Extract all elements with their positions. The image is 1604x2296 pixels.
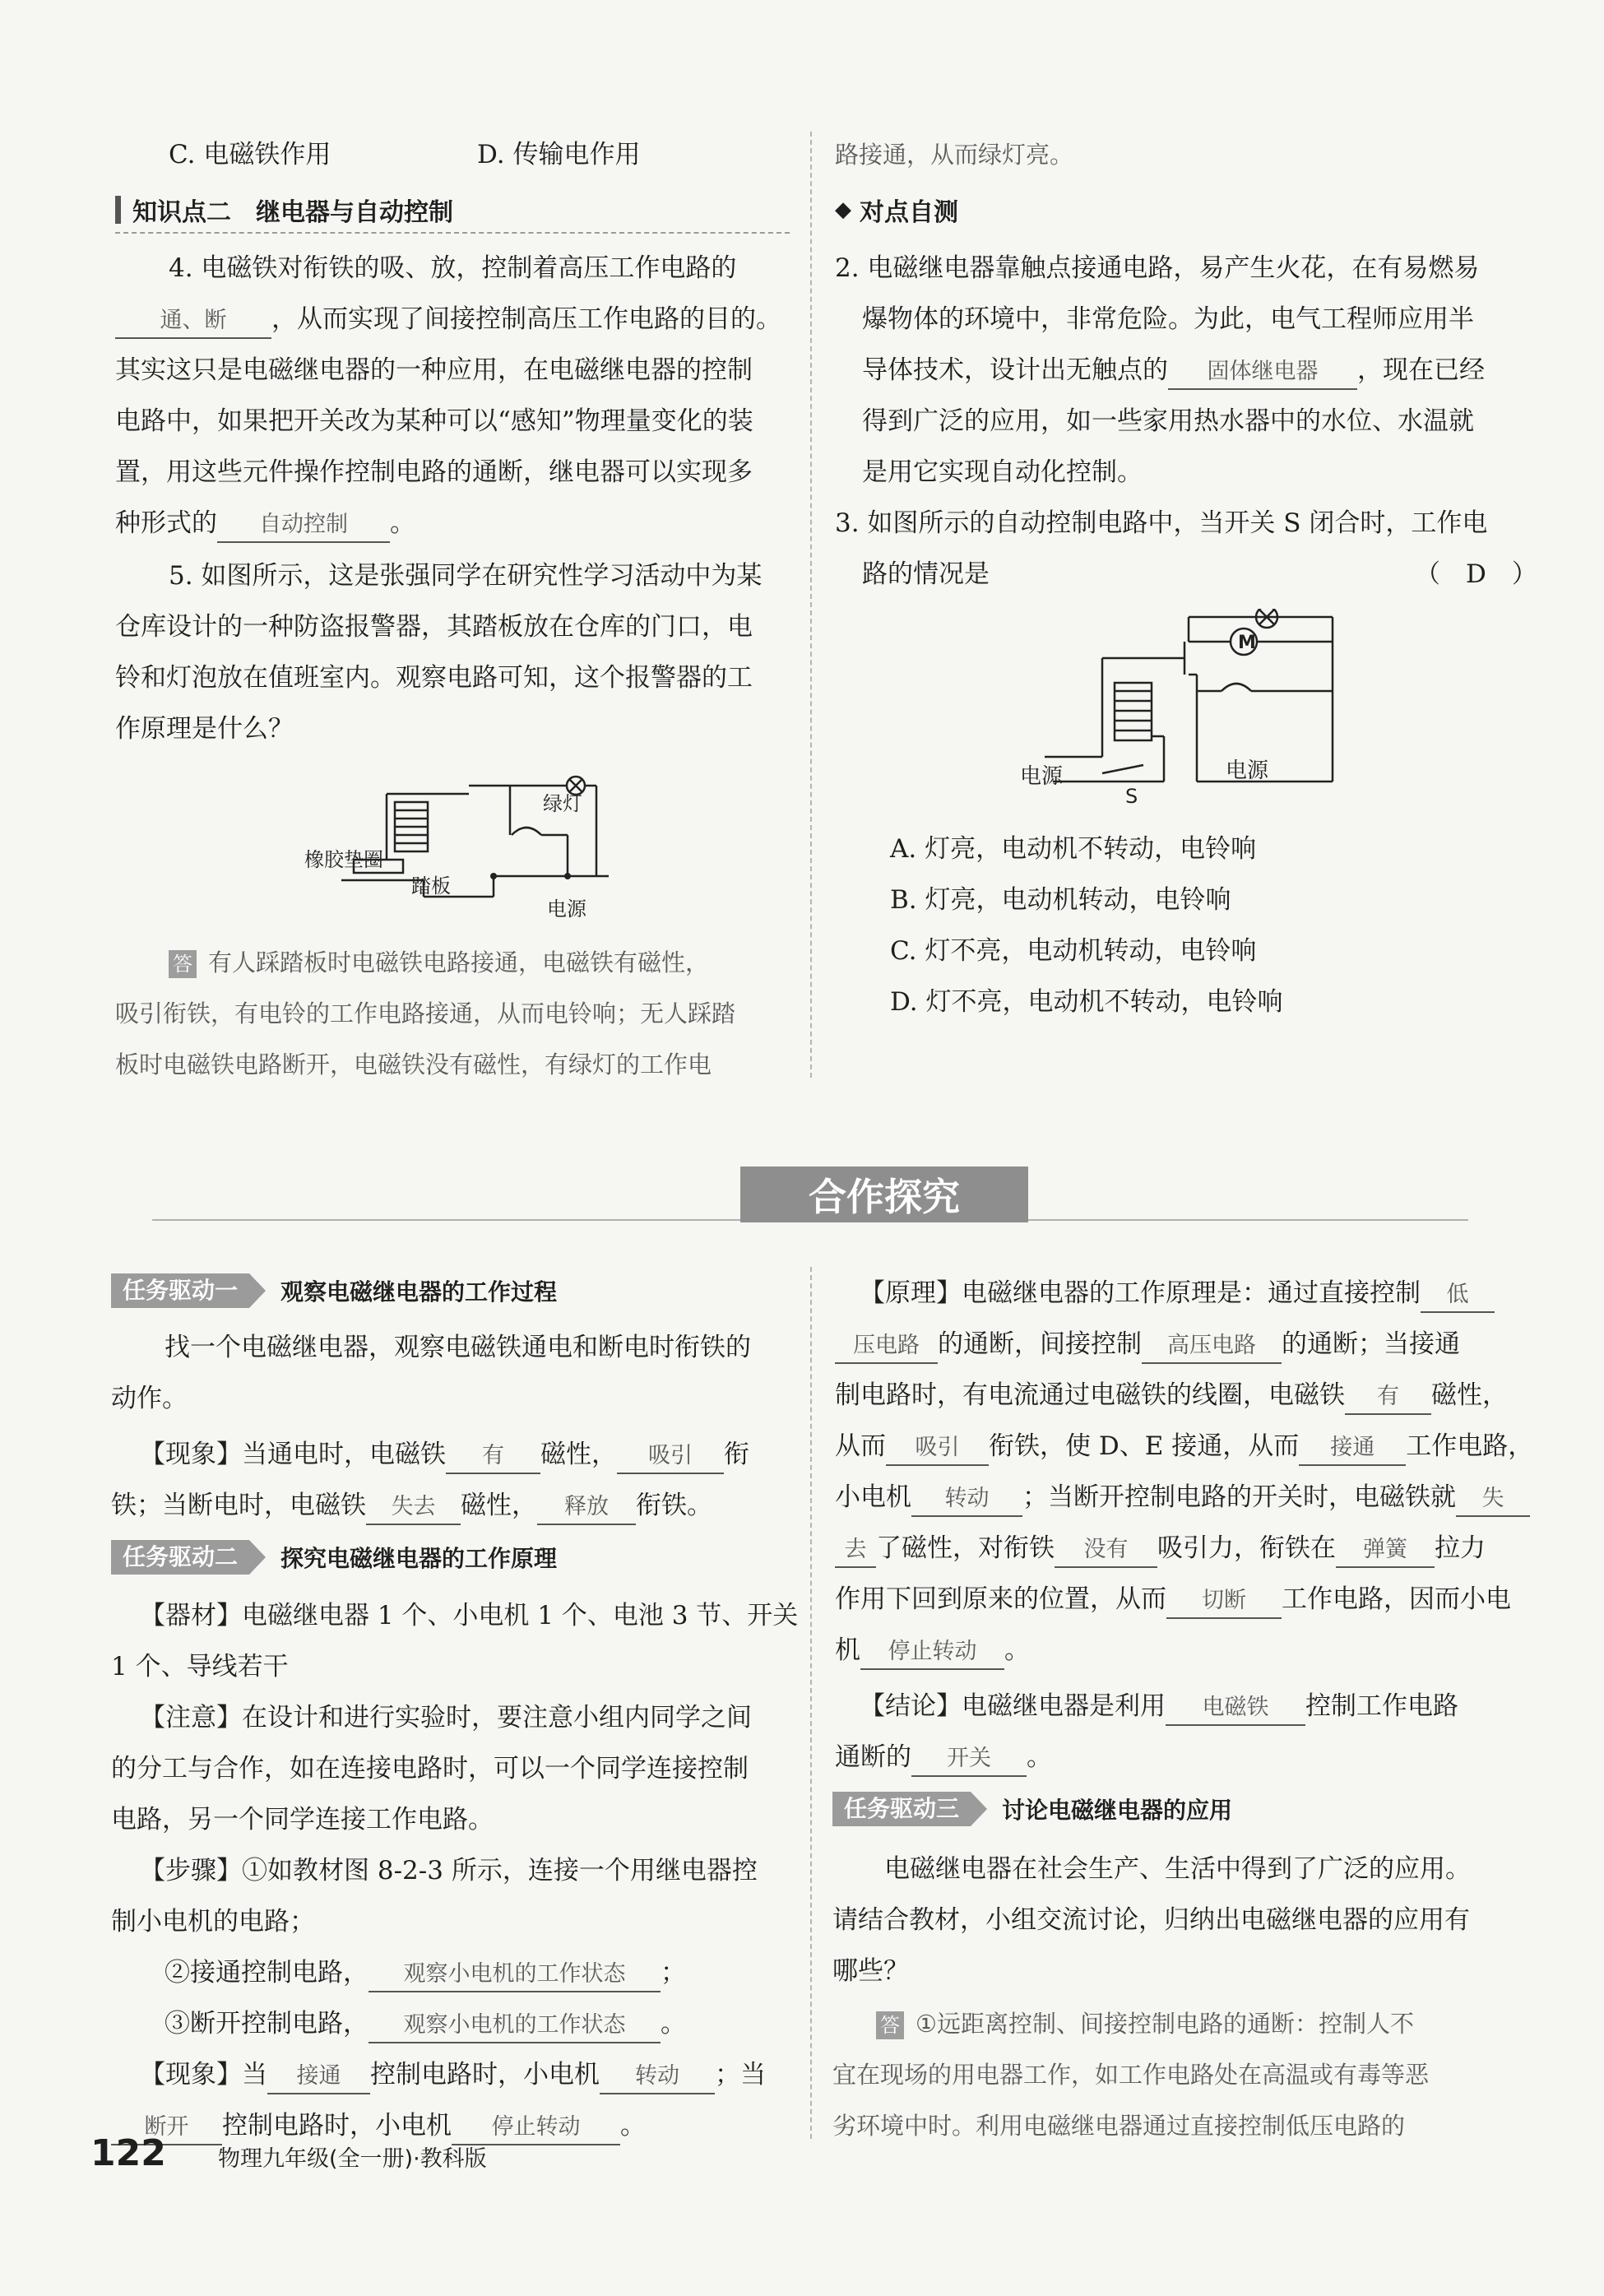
- q4-blank-1: 通、断: [115, 304, 271, 339]
- pr-l4-post: 工作电路，: [1406, 1431, 1534, 1461]
- task2-title: 探究电磁继电器的工作原理: [280, 1545, 558, 1572]
- t1-blank-4: 释放: [537, 1491, 636, 1525]
- task2-tag: 任务驱动二: [111, 1540, 249, 1575]
- t1-phen-f: 衔铁。: [636, 1491, 712, 1520]
- pr-l4-pre: 从而: [835, 1431, 886, 1461]
- book-title: 物理九年级(全一册)·教科版: [218, 2146, 487, 2172]
- principle-line2: [835, 1328, 1460, 1364]
- pr-l6-mid: 了磁性，对衔铁: [876, 1533, 1055, 1563]
- q5-answer-line1: [169, 946, 709, 979]
- q4-line4: 电路中，如果把开关改为某种可以“感知”物理量变化的装: [115, 406, 753, 436]
- task2-step-1: 【步骤】①如教材图 8-2-3 所示，连接一个用继电器控: [140, 1856, 758, 1886]
- diamond-icon: ◆: [835, 197, 851, 222]
- principle-line1: [860, 1277, 1495, 1313]
- pr-l6-post: 拉力: [1435, 1533, 1486, 1563]
- option-d: D. 传输电作用: [477, 140, 641, 169]
- q2-line3-pre: 导体技术，设计出无触点的: [862, 355, 1168, 385]
- q5-line2: 仓库设计的一种防盗报警器，其踏板放在仓库的门口，电: [115, 612, 753, 642]
- task2-materials-2: 1 个、导线若干: [111, 1652, 289, 1681]
- q4-line3: 其实这只是电磁继电器的一种应用，在电磁继电器的控制: [115, 355, 753, 385]
- task3-line3: 哪些？: [832, 1956, 909, 1986]
- t2-ph-a: 【现象】当: [140, 2060, 267, 2090]
- q4-line2-text: ，从而实现了间接控制高压工作电路的目的。: [271, 304, 781, 334]
- q4-line5: 置，用这些元件操作控制电路的通断，继电器可以实现多: [115, 457, 753, 487]
- pr-l6-mid2: 吸引力，衔铁在: [1157, 1533, 1336, 1563]
- t1-phen-e: 磁性，: [461, 1491, 537, 1520]
- alarm-circuit-figure: [296, 769, 609, 925]
- con-l2-pre: 通断的: [835, 1742, 911, 1772]
- q4-line6-pre: 种形式的: [115, 508, 217, 538]
- q4-blank-2: 自动控制: [217, 508, 390, 543]
- q5-answer-text1: 有人踩踏板时电磁铁电路接通，电磁铁有磁性，: [208, 949, 710, 976]
- task1-phenomenon-line1: [140, 1438, 749, 1474]
- q2-line5: 是用它实现自动化控制。: [862, 457, 1143, 487]
- t2-blank-1: 接通: [267, 2060, 370, 2094]
- t1-phen-c: 衔: [724, 1440, 749, 1469]
- knowledge-point-2-heading: [115, 191, 453, 229]
- task3-heading: [832, 1792, 1232, 1826]
- con-l1-post: 控制工作电路: [1305, 1691, 1458, 1721]
- task3-answer-line3: 劣环境中时。利用电磁继电器通过直接控制低压电路的: [832, 2112, 1406, 2140]
- principle-line6: [835, 1532, 1486, 1568]
- task2-materials-1: 【器材】电磁继电器 1 个、小电机 1 个、电池 3 节、开关: [140, 1601, 799, 1630]
- cooperation-title: 合作探究: [740, 1167, 1028, 1222]
- q2-line4: 得到广泛的应用，如一些家用热水器中的水位、水温就: [862, 406, 1474, 436]
- principle-line5: [835, 1481, 1530, 1517]
- q2-line1: 2. 电磁继电器靠触点接通电路，易产生火花，在有易燃易: [835, 253, 1480, 283]
- conclusion-line2: [835, 1741, 1052, 1777]
- pr-blank-2: 压电路: [835, 1329, 938, 1364]
- pr-blank-9: 去: [835, 1533, 876, 1568]
- page-number: 122: [90, 2132, 166, 2174]
- pr-l2-post: 的通断；当接通: [1282, 1329, 1460, 1359]
- q4-line6: [115, 507, 415, 543]
- pr-l1-pre: 【原理】电磁继电器的工作原理是：通过直接控制: [860, 1278, 1421, 1308]
- q5-answer-line2: 吸引衔铁，有电铃的工作电路接通，从而电铃响；无人踩踏: [115, 1000, 736, 1027]
- bell-icon: [1222, 684, 1251, 691]
- knowledge-point-2-title: 知识点二 继电器与自动控制: [132, 198, 453, 227]
- task2-step-4: [165, 2007, 686, 2043]
- task3-line1: 电磁继电器在社会生产、生活中得到了广泛的应用。: [884, 1854, 1471, 1884]
- pr-blank-3: 高压电路: [1142, 1329, 1282, 1364]
- q4-line6-post: 。: [390, 508, 415, 538]
- t2-ph-e: 。: [620, 2111, 646, 2141]
- answer-icon: 答: [169, 950, 197, 978]
- pr-l3-post: 磁性，: [1431, 1380, 1508, 1410]
- t2-ph-c: ；当: [715, 2060, 766, 2090]
- pr-blank-6: 接通: [1299, 1431, 1406, 1466]
- pr-l4-mid: 衔铁，使 D、E 接通，从而: [989, 1431, 1300, 1461]
- step3-blank: 观察小电机的工作状态: [369, 1958, 661, 1992]
- t1-phen-a: 【现象】当通电时，电磁铁: [140, 1440, 446, 1469]
- pr-l8-pre: 机: [835, 1635, 860, 1665]
- q5-answer-continued: 路接通，从而绿灯亮。: [835, 141, 1074, 169]
- q5-line1: 5. 如图所示，这是张强同学在研究性学习活动中为某: [169, 561, 763, 591]
- q5-line4: 作原理是什么？: [115, 714, 294, 744]
- q2-line2: 爆物体的环境中，非常危险。为此，电气工程师应用半: [862, 304, 1474, 334]
- principle-line7: [835, 1583, 1511, 1619]
- t2-blank-2: 转动: [600, 2060, 715, 2094]
- task2-heading: [111, 1540, 557, 1575]
- power-right-label: 电源: [1226, 758, 1269, 783]
- pr-blank-11: 弹簧: [1336, 1533, 1435, 1568]
- power-left-label: 电源: [1020, 764, 1064, 789]
- bell-icon: [512, 828, 541, 835]
- pr-blank-10: 没有: [1055, 1533, 1157, 1568]
- pr-blank-1: 低: [1421, 1278, 1495, 1313]
- lamp-label: 绿灯: [543, 792, 582, 815]
- heading-bar: [115, 196, 121, 224]
- task2-note-1: 【注意】在设计和进行实验时，要注意小组内同学之间: [140, 1703, 752, 1732]
- pr-blank-12: 切断: [1166, 1584, 1282, 1619]
- q5-answer-line3: 板时电磁铁电路断开，电磁铁没有磁性，有绿灯的工作电: [115, 1051, 712, 1078]
- con-blank-1: 电磁铁: [1166, 1691, 1305, 1726]
- t2-blank-4: 停止转动: [452, 2111, 620, 2145]
- column-divider-top: [810, 132, 812, 1078]
- t1-phen-b: 磁性，: [540, 1440, 617, 1469]
- conclusion-line1: [860, 1690, 1458, 1726]
- con-l1-pre: 【结论】电磁继电器是利用: [860, 1691, 1166, 1721]
- pr-l7-pre: 作用下回到原来的位置，从而: [835, 1584, 1166, 1614]
- q3-option-d: D. 灯不亮，电动机不转动，电铃响: [890, 987, 1283, 1017]
- step3-post: ；: [661, 1958, 686, 1988]
- step3-pre: ②接通控制电路，: [165, 1958, 369, 1988]
- t2-blank-3: 断开: [111, 2111, 222, 2145]
- con-l2-post: 。: [1027, 1742, 1052, 1772]
- step4-pre: ③断开控制电路，: [165, 2009, 369, 2039]
- task1-tag: 任务驱动一: [111, 1273, 249, 1308]
- task3-answer-line1: [876, 2007, 1414, 2040]
- principle-line4: [835, 1430, 1533, 1466]
- q3-line1: 3. 如图所示的自动控制电路中，当开关 S 闭合时，工作电: [835, 508, 1488, 538]
- step4-post: 。: [661, 2009, 686, 2039]
- task2-step-2: 制小电机的电路；: [111, 1907, 315, 1937]
- option-c: C. 电磁铁作用: [169, 140, 331, 169]
- pr-l2-mid: 的通断，间接控制: [938, 1329, 1142, 1359]
- t1-blank-2: 吸引: [617, 1440, 724, 1474]
- q2-line3: [862, 354, 1485, 390]
- task3-answer-text1: ①远距离控制、间接控制电路的通断：控制人不: [916, 2010, 1414, 2038]
- q3-line2: 路的情况是: [862, 559, 990, 589]
- self-test-title: 对点自测: [860, 198, 958, 227]
- q3-option-a: A. 灯亮，电动机不转动，电铃响: [890, 834, 1257, 864]
- pr-blank-5: 吸引: [886, 1431, 989, 1466]
- q2-line3-post: ，现在已经: [1357, 355, 1485, 385]
- t2-ph-b: 控制电路时，小电机: [370, 2060, 600, 2090]
- t1-blank-3: 失去: [366, 1491, 461, 1525]
- pr-l5-mid: ；当断开控制电路的开关时，电磁铁就: [1022, 1482, 1456, 1512]
- t1-phen-d: 铁；当断电时，电磁铁: [111, 1491, 366, 1520]
- q4-line2: [115, 303, 781, 339]
- task2-note-2: 的分工与合作，如在连接电路时，可以一个同学连接控制: [111, 1754, 749, 1783]
- task3-line2: 请结合教材，小组交流讨论，归纳出电磁继电器的应用有: [832, 1905, 1470, 1935]
- column-divider-bottom: [810, 1267, 812, 2139]
- pr-blank-7: 转动: [911, 1482, 1022, 1517]
- task1-heading: [111, 1273, 557, 1308]
- pr-l3-pre: 制电路时，有电流通过电磁铁的线圈，电磁铁: [835, 1380, 1345, 1410]
- q3-option-b: B. 灯亮，电动机转动，电铃响: [890, 885, 1231, 915]
- task1-phenomenon-line2: [111, 1489, 712, 1525]
- pr-l7-post: 工作电路，因而小电: [1282, 1584, 1511, 1614]
- q4-line1: 4. 电磁铁对衔铁的吸、放，控制着高压工作电路的: [169, 253, 737, 283]
- principle-line3: [835, 1379, 1508, 1415]
- t1-blank-1: 有: [446, 1440, 540, 1474]
- pedal-label: 踏板: [411, 874, 451, 898]
- task2-phenomenon-1: [140, 2058, 766, 2094]
- pr-blank-8: 失: [1456, 1482, 1530, 1517]
- pr-blank-13: 停止转动: [860, 1635, 1004, 1670]
- switch-s: [1102, 765, 1143, 773]
- self-test-heading: [835, 191, 958, 229]
- switch-label: S: [1125, 785, 1138, 806]
- pr-l8-post: 。: [1004, 1635, 1030, 1665]
- pr-l5-pre: 小电机: [835, 1482, 911, 1512]
- task3-title: 讨论电磁继电器的应用: [1002, 1797, 1233, 1824]
- power-label: 电源: [547, 898, 586, 921]
- task3-tag: 任务驱动三: [832, 1792, 971, 1826]
- q2-blank: 固体继电器: [1168, 355, 1357, 390]
- task1-title: 观察电磁继电器的工作过程: [280, 1278, 558, 1306]
- washer-label: 橡胶垫圈: [304, 848, 383, 871]
- task1-line2: 动作。: [111, 1384, 188, 1413]
- motor-symbol: M: [1238, 633, 1256, 653]
- t2-ph-d: 控制电路时，小电机: [222, 2111, 452, 2141]
- q3-answer: （ D ）: [1415, 559, 1537, 589]
- con-blank-2: 开关: [911, 1742, 1027, 1777]
- principle-line8: [835, 1634, 1030, 1670]
- task2-step-3: [165, 1956, 686, 1992]
- task3-answer-line2: 宜在现场的用电器工作，如工作电路处在高温或有毒等恶: [832, 2061, 1430, 2089]
- q3-option-c: C. 灯不亮，电动机转动，电铃响: [890, 936, 1257, 966]
- divider: [115, 232, 790, 234]
- step4-blank: 观察小电机的工作状态: [369, 2009, 661, 2043]
- auto-control-circuit-figure: [1020, 609, 1365, 806]
- task2-note-3: 电路，另一个同学连接工作电路。: [111, 1805, 494, 1834]
- task1-line1: 找一个电磁继电器，观察电磁铁通电和断电时衔铁的: [165, 1333, 751, 1362]
- answer-icon: 答: [876, 2011, 904, 2039]
- pr-blank-4: 有: [1345, 1380, 1431, 1415]
- q5-line3: 铃和灯泡放在值班室内。观察电路可知，这个报警器的工: [115, 663, 753, 693]
